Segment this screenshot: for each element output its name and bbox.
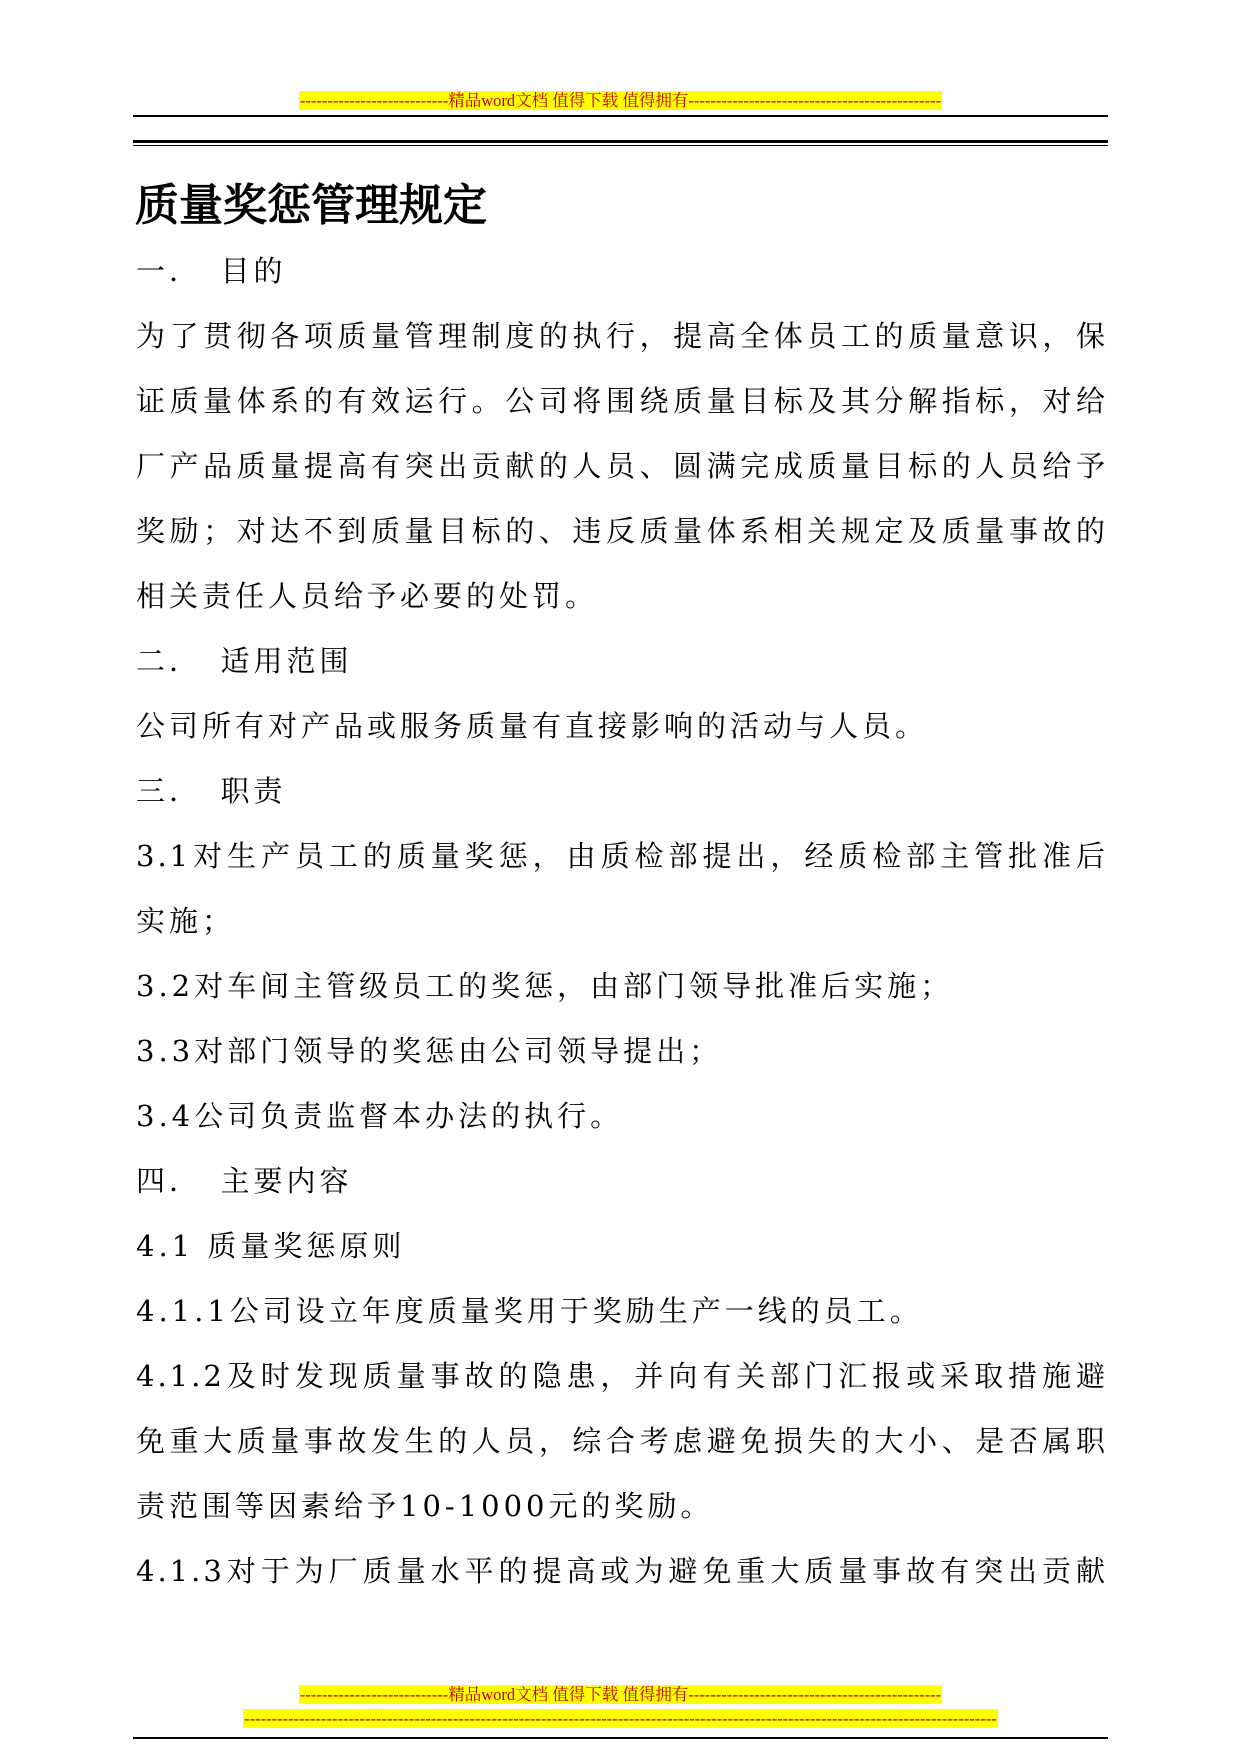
header-rule-thick [133,140,1108,143]
section-heading: 四． 主要内容 [136,1164,353,1198]
header-banner-text: ---------------------------精品word文档 值得下载 值得拥有---------------------------------------------- [299,91,942,110]
section-heading: 二． 适用范围 [136,644,353,678]
header-banner [0,90,1241,112]
paragraph-line: 为了贯彻各项质量管理制度的执行，提高全体员工的质量意识，保 [136,319,1108,353]
document-title: 质量奖惩管理规定 [135,180,487,231]
clause-line: 4.1.2及时发现质量事故的隐患，并向有关部门汇报或采取措施避 [136,1359,1108,1393]
clause-line: 4.1.3对于为厂质量水平的提高或为避免重大质量事故有突出贡献 [136,1554,1108,1588]
clause-line: 实施； [136,904,236,938]
clause-line: 3.1对生产员工的质量奖惩，由质检部提出，经质检部主管批准后 [136,839,1108,873]
header-rule-under [133,145,1108,146]
clause-line: 4.1.1公司设立年度质量奖用于奖励生产一线的员工。 [136,1294,923,1328]
clause-line: 3.3对部门领导的奖惩由公司领导提出； [136,1034,723,1068]
clause-line: 3.2对车间主管级员工的奖惩，由部门领导批准后实施； [136,969,954,1003]
paragraph-line: 厂产品质量提高有突出贡献的人员、圆满完成质量目标的人员给予 [136,449,1108,483]
paragraph-line: 公司所有对产品或服务质量有直接影响的活动与人员。 [136,709,929,743]
footer-dashes [0,1708,1241,1730]
paragraph-line: 奖励；对达不到质量目标的、违反质量体系相关规定及质量事故的 [136,514,1108,548]
footer-dashes-text: ----------------------------------------------------------------------------------------------------------------------------------------- [244,1709,997,1728]
footer-rule [133,1737,1108,1739]
clause-line: 3.4公司负责监督本办法的执行。 [136,1099,624,1133]
section-heading: 一． 目的 [136,254,287,288]
subsection-heading: 4.1 质量奖惩原则 [136,1229,406,1263]
paragraph-line: 相关责任人员给予必要的处罚。 [136,579,599,613]
section-heading: 三． 职责 [136,774,287,808]
footer-banner-text: ---------------------------精品word文档 值得下载 值得拥有---------------------------------------------- [299,1685,942,1704]
clause-line: 免重大质量事故发生的人员，综合考虑避免损失的大小、是否属职 [136,1424,1108,1458]
paragraph-line: 证质量体系的有效运行。公司将围绕质量目标及其分解指标，对给 [136,384,1108,418]
footer-banner [0,1684,1241,1706]
header-rule-thin [133,115,1108,117]
clause-line: 责范围等因素给予10-1000元的奖励。 [136,1489,714,1523]
document-body [136,239,1108,1604]
